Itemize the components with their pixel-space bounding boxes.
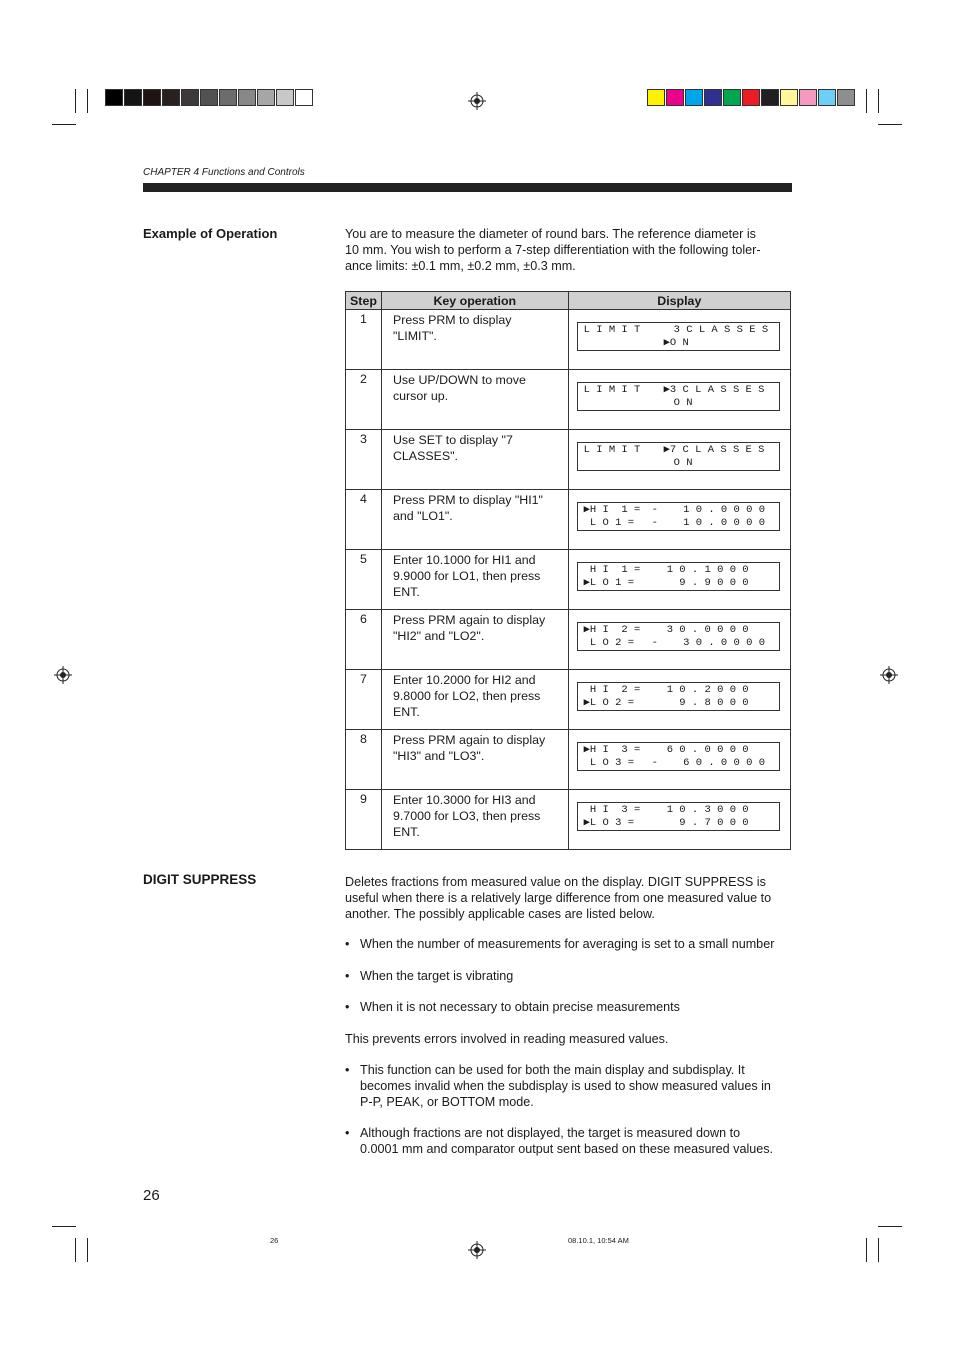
crop-mark xyxy=(866,1238,867,1262)
table-row xyxy=(346,610,791,670)
color-swatch xyxy=(647,89,665,106)
crop-mark xyxy=(878,1226,902,1227)
intro-line: another. The possibly applicable cases are listed below. xyxy=(345,907,655,921)
color-swatch xyxy=(276,89,294,106)
gray-color-bar xyxy=(105,89,314,106)
digit-suppress-intro xyxy=(345,874,793,922)
key-operation-cell: Use SET to display "7 CLASSES". xyxy=(381,430,568,490)
step-cell: 9 xyxy=(346,790,382,850)
key-operation-cell: Press PRM again to display "HI3" and "LO3". xyxy=(381,730,568,790)
lcd-line: ▶L O 2 = 9 . 8 0 0 0 xyxy=(583,697,749,709)
slug-timestamp: 08.10.1, 10:54 AM xyxy=(568,1236,629,1245)
color-swatch xyxy=(761,89,779,106)
step-cell: 2 xyxy=(346,370,382,430)
crop-mark xyxy=(52,1226,76,1227)
registration-mark-icon xyxy=(468,92,486,110)
lcd-line: L I M I T ▶3 C L A S S E S xyxy=(583,384,765,396)
display-cell xyxy=(568,790,790,850)
table-row xyxy=(346,430,791,490)
lcd-display xyxy=(577,322,780,351)
lcd-display xyxy=(577,382,780,411)
slug-page: 26 xyxy=(270,1236,279,1245)
color-swatch xyxy=(162,89,180,106)
color-swatch xyxy=(219,89,237,106)
intro-line: 10 mm. You wish to perform a 7-step differentiation with the following toler- xyxy=(345,243,761,257)
color-swatch xyxy=(799,89,817,106)
crop-mark xyxy=(878,89,879,113)
operation-table xyxy=(345,291,791,850)
key-operation-cell: Enter 10.3000 for HI3 and 9.7000 for LO3, then press ENT. xyxy=(381,790,568,850)
step-cell: 5 xyxy=(346,550,382,610)
registration-mark-icon xyxy=(880,666,898,684)
step-cell: 7 xyxy=(346,670,382,730)
bullet-icon: • xyxy=(345,1126,350,1140)
step-cell: 3 xyxy=(346,430,382,490)
lcd-line: ▶H I 3 = 6 0 . 0 0 0 0 xyxy=(583,744,749,756)
color-swatch xyxy=(295,89,313,106)
crop-mark xyxy=(87,1238,88,1262)
intro-line: Deletes fractions from measured value on the display. DIGIT SUPPRESS is xyxy=(345,875,766,889)
crop-mark xyxy=(87,89,88,113)
lcd-line: ▶L O 1 = 9 . 9 0 0 0 xyxy=(583,577,749,589)
intro-line: ance limits: ±0.1 mm, ±0.2 mm, ±0.3 mm. xyxy=(345,259,576,273)
lcd-line: L O 3 = - 6 0 . 0 0 0 0 xyxy=(583,757,766,769)
key-operation-cell: Press PRM to display "HI1" and "LO1". xyxy=(381,490,568,550)
step-cell: 4 xyxy=(346,490,382,550)
step-cell: 1 xyxy=(346,310,382,370)
color-swatch xyxy=(124,89,142,106)
table-row xyxy=(346,730,791,790)
display-cell xyxy=(568,610,790,670)
key-operation-cell: Press PRM to display "LIMIT". xyxy=(381,310,568,370)
registration-mark-icon xyxy=(468,1241,486,1259)
table-row xyxy=(346,310,791,370)
bullet-icon: • xyxy=(345,937,350,951)
bullet-icon: • xyxy=(345,1000,350,1014)
registration-mark-icon xyxy=(54,666,72,684)
color-swatch xyxy=(723,89,741,106)
color-swatch xyxy=(666,89,684,106)
color-swatch xyxy=(257,89,275,106)
crop-mark xyxy=(878,1238,879,1262)
column-header-display: Display xyxy=(568,292,790,310)
example-intro xyxy=(345,226,793,274)
lcd-display xyxy=(577,682,780,711)
color-swatch xyxy=(742,89,760,106)
column-header-step: Step xyxy=(346,292,382,310)
key-operation-cell: Enter 10.1000 for HI1 and 9.9000 for LO1, then press ENT. xyxy=(381,550,568,610)
crop-mark xyxy=(75,89,76,113)
lcd-line: ▶H I 1 = - 1 0 . 0 0 0 0 xyxy=(583,504,766,516)
color-swatch xyxy=(181,89,199,106)
table-row xyxy=(346,490,791,550)
chapter-label: CHAPTER 4 Functions and Controls xyxy=(143,167,305,178)
lcd-display xyxy=(577,562,780,591)
table-row xyxy=(346,790,791,850)
lcd-display xyxy=(577,622,780,651)
display-cell xyxy=(568,550,790,610)
bullet-icon: • xyxy=(345,1063,350,1077)
crop-mark xyxy=(866,89,867,113)
display-cell xyxy=(568,490,790,550)
lcd-display xyxy=(577,742,780,771)
table-row xyxy=(346,670,791,730)
example-section-title: Example of Operation xyxy=(143,226,278,241)
color-swatch xyxy=(685,89,703,106)
display-cell xyxy=(568,670,790,730)
lcd-line: L I M I T ▶7 C L A S S E S xyxy=(583,444,765,456)
key-operation-cell: Use UP/DOWN to move cursor up. xyxy=(381,370,568,430)
lcd-line: H I 2 = 1 0 . 2 0 0 0 xyxy=(583,684,749,696)
color-swatch xyxy=(238,89,256,106)
color-swatch xyxy=(704,89,722,106)
lcd-line: ▶L O 3 = 9 . 7 0 0 0 xyxy=(583,817,749,829)
display-cell xyxy=(568,730,790,790)
digit-suppress-middle: This prevents errors involved in reading measured values. xyxy=(345,1032,669,1046)
color-swatch xyxy=(837,89,855,106)
display-cell xyxy=(568,310,790,370)
key-operation-cell: Press PRM again to display "HI2" and "LO2". xyxy=(381,610,568,670)
lcd-line: L O 2 = - 3 0 . 0 0 0 0 xyxy=(583,637,766,649)
table-header-row xyxy=(346,292,791,310)
table-row xyxy=(346,370,791,430)
color-swatch xyxy=(780,89,798,106)
color-swatch xyxy=(200,89,218,106)
crop-mark xyxy=(52,124,76,125)
lcd-line: ▶O N xyxy=(663,337,689,349)
lcd-line: ▶H I 2 = 3 0 . 0 0 0 0 xyxy=(583,624,749,636)
column-header-key-operation: Key operation xyxy=(381,292,568,310)
digit-suppress-title: DIGIT SUPPRESS xyxy=(143,872,257,887)
display-cell xyxy=(568,370,790,430)
lcd-display xyxy=(577,442,780,471)
lcd-line: L O 1 = - 1 0 . 0 0 0 0 xyxy=(583,517,766,529)
crop-mark xyxy=(878,124,902,125)
lcd-line: H I 3 = 1 0 . 3 0 0 0 xyxy=(583,804,749,816)
table-row xyxy=(346,550,791,610)
lcd-line: O N xyxy=(673,397,693,409)
lcd-line: L I M I T 3 C L A S S E S xyxy=(583,324,769,336)
lcd-line: O N xyxy=(673,457,693,469)
bullet-icon: • xyxy=(345,969,350,983)
header-rule xyxy=(143,183,792,192)
intro-line: useful when there is a relatively large difference from one measured value to xyxy=(345,891,772,905)
process-color-bar xyxy=(647,89,856,106)
display-cell xyxy=(568,430,790,490)
lcd-line: H I 1 = 1 0 . 1 0 0 0 xyxy=(583,564,749,576)
crop-mark xyxy=(75,1238,76,1262)
lcd-display xyxy=(577,502,780,531)
lcd-display xyxy=(577,802,780,831)
step-cell: 8 xyxy=(346,730,382,790)
color-swatch xyxy=(143,89,161,106)
color-swatch xyxy=(105,89,123,106)
color-swatch xyxy=(818,89,836,106)
step-cell: 6 xyxy=(346,610,382,670)
intro-line: You are to measure the diameter of round bars. The reference diameter is xyxy=(345,227,756,241)
key-operation-cell: Enter 10.2000 for HI2 and 9.8000 for LO2, then press ENT. xyxy=(381,670,568,730)
page-number: 26 xyxy=(143,1187,160,1204)
